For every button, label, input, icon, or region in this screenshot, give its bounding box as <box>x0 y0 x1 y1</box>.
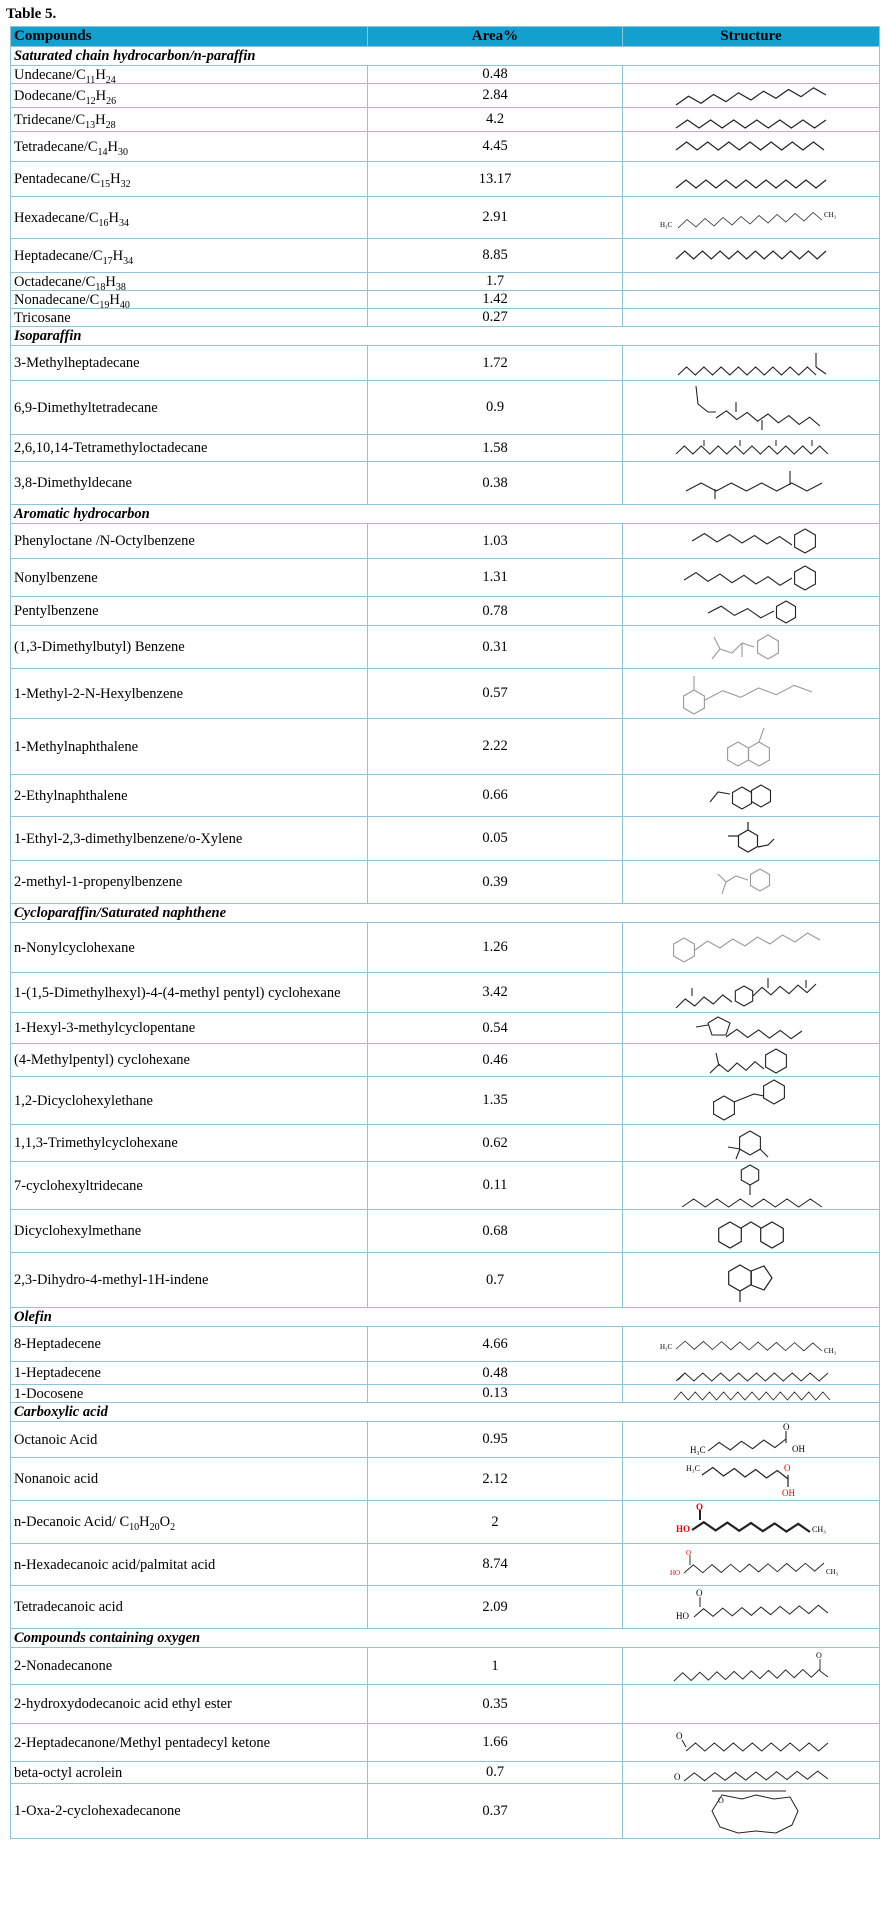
table-row <box>11 84 880 108</box>
structure-cell <box>623 559 880 597</box>
area-value: 0.57 <box>368 669 623 719</box>
table-row <box>11 1648 880 1685</box>
category-row <box>11 327 880 346</box>
area-value: 0.66 <box>368 775 623 817</box>
structure-cell <box>623 1162 880 1210</box>
table-row <box>11 291 880 309</box>
structure-cell <box>623 309 880 327</box>
compound-name: n-Decanoic Acid/ $C_{10}H_{20}O_2$ <box>11 1501 368 1544</box>
structure-drawing <box>656 1502 846 1542</box>
table-row <box>11 1125 880 1162</box>
atom-label: H₃C <box>660 1343 673 1351</box>
structure-drawing <box>656 347 846 379</box>
compound-name: n-Nonylcyclohexane <box>11 923 368 973</box>
category-label: Cycloparaffin/Saturated naphthene <box>11 904 880 923</box>
compound-name: 2-hydroxydodecanoic acid ethyl ester <box>11 1685 368 1724</box>
atom-label: O <box>676 1730 683 1741</box>
header-compounds: Compounds <box>11 27 368 47</box>
category-label: Aromatic hydrocarbon <box>11 505 880 524</box>
structure-drawing <box>656 1329 846 1359</box>
atom-label: O <box>696 1588 703 1598</box>
structure-cell <box>623 1544 880 1586</box>
table-row <box>11 1013 880 1044</box>
structure-drawing <box>656 974 846 1012</box>
structure-cell <box>623 524 880 559</box>
structure-drawing <box>656 436 846 460</box>
table-row <box>11 108 880 132</box>
area-value: 1.03 <box>368 524 623 559</box>
area-value: 0.05 <box>368 817 623 861</box>
table-row <box>11 197 880 239</box>
area-value: 0.11 <box>368 1162 623 1210</box>
structure-drawing <box>656 1649 846 1683</box>
structure-drawing <box>656 1587 846 1627</box>
compound-name: 3,8-Dimethyldecane <box>11 462 368 505</box>
area-value: 8.74 <box>368 1544 623 1586</box>
structure-drawing <box>656 1125 846 1161</box>
category-row <box>11 1403 880 1422</box>
area-value: 8.85 <box>368 239 623 273</box>
structure-cell <box>623 817 880 861</box>
category-label: Carboxylic acid <box>11 1403 880 1422</box>
compound-name: Heptadecane/$C_{17}H_{34}$ <box>11 239 368 273</box>
structure-drawing <box>656 85 846 107</box>
area-value: 0.48 <box>368 1362 623 1385</box>
area-value: 1.58 <box>368 435 623 462</box>
atom-label: HO <box>670 1568 681 1577</box>
compound-name: Tetradecane/$C_{14}H_{30}$ <box>11 132 368 162</box>
table-row <box>11 626 880 669</box>
atom-label: O <box>674 1771 681 1782</box>
compound-name: beta-octyl acrolein <box>11 1762 368 1784</box>
structure-drawing <box>656 1211 846 1251</box>
category-row <box>11 505 880 524</box>
compounds-table <box>10 26 880 1839</box>
structure-cell <box>623 1501 880 1544</box>
table-row <box>11 559 880 597</box>
table-row <box>11 817 880 861</box>
compound-name: 1,1,3-Trimethylcyclohexane <box>11 1125 368 1162</box>
area-value: 2.12 <box>368 1458 623 1501</box>
area-value: 1.66 <box>368 1724 623 1762</box>
structure-drawing <box>656 1785 846 1837</box>
area-value: 2 <box>368 1501 623 1544</box>
table-row <box>11 669 880 719</box>
table-row <box>11 923 880 973</box>
structure-drawing <box>656 776 846 816</box>
structure-drawing <box>656 560 846 596</box>
structure-cell <box>623 719 880 775</box>
category-label: Compounds containing oxygen <box>11 1629 880 1648</box>
compound-name: Tricosane <box>11 309 368 327</box>
compound-name: 3-Methylheptadecane <box>11 346 368 381</box>
structure-drawing <box>656 1078 846 1124</box>
structure-cell <box>623 597 880 626</box>
compound-name: Undecane/$C_{11}H_{24}$ <box>11 66 368 84</box>
compound-name: 1-Methyl-2-N-Hexylbenzene <box>11 669 368 719</box>
compound-name: Octanoic Acid <box>11 1422 368 1458</box>
table-row <box>11 973 880 1013</box>
category-row <box>11 1629 880 1648</box>
structure-cell <box>623 1327 880 1362</box>
compound-name: 6,9-Dimethyltetradecane <box>11 381 368 435</box>
area-value: 4.2 <box>368 108 623 132</box>
compound-name: 2-Heptadecanone/Methyl pentadecyl ketone <box>11 1724 368 1762</box>
table-row <box>11 309 880 327</box>
compound-name: 2-methyl-1-propenylbenzene <box>11 861 368 904</box>
table-row <box>11 1044 880 1077</box>
compound-name: 1-(1,5-Dimethylhexyl)-4-(4-methyl pentyl) cyclohexane <box>11 973 368 1013</box>
compound-name: 2-Ethylnaphthalene <box>11 775 368 817</box>
table-row <box>11 462 880 505</box>
atom-label: CH₃ <box>826 1567 839 1576</box>
structure-cell <box>623 1724 880 1762</box>
atom-label: OH <box>792 1443 805 1454</box>
atom-label: O <box>816 1651 822 1660</box>
structure-drawing <box>656 463 846 503</box>
structure-cell <box>623 162 880 197</box>
structure-cell <box>623 861 880 904</box>
structure-drawing <box>656 1254 846 1306</box>
table-row <box>11 346 880 381</box>
table-row <box>11 1327 880 1362</box>
table-row <box>11 381 880 435</box>
compound-name: 1,2-Dicyclohexylethane <box>11 1077 368 1125</box>
table-row <box>11 1253 880 1308</box>
table-row <box>11 1586 880 1629</box>
table-row <box>11 162 880 197</box>
atom-label: O <box>783 1422 790 1432</box>
structure-drawing <box>656 670 846 718</box>
structure-cell <box>623 381 880 435</box>
atom-label: H₃C <box>686 1464 700 1473</box>
area-value: 0.7 <box>368 1762 623 1784</box>
compound-name: 1-Oxa-2-cyclohexadecanone <box>11 1784 368 1839</box>
header-area: Area% <box>368 27 623 47</box>
structure-drawing <box>656 134 846 160</box>
compound-name: 1-Hexyl-3-methylcyclopentane <box>11 1013 368 1044</box>
structure-cell <box>623 108 880 132</box>
area-value: 0.31 <box>368 626 623 669</box>
area-value: 0.7 <box>368 1253 623 1308</box>
structure-cell <box>623 1586 880 1629</box>
area-value: 0.9 <box>368 381 623 435</box>
table-row <box>11 597 880 626</box>
area-value: 0.62 <box>368 1125 623 1162</box>
structure-cell <box>623 291 880 309</box>
structure-cell <box>623 273 880 291</box>
table-row <box>11 1422 880 1458</box>
structure-cell <box>623 197 880 239</box>
structure-drawing <box>656 862 846 902</box>
structure-drawing <box>656 109 846 131</box>
structure-cell <box>623 462 880 505</box>
structure-cell <box>623 1362 880 1385</box>
compound-name: 2-Nonadecanone <box>11 1648 368 1685</box>
structure-drawing <box>656 597 846 625</box>
structure-cell <box>623 1125 880 1162</box>
structure-drawing <box>656 1725 846 1761</box>
compound-name: Octadecane/$C_{18}H_{38}$ <box>11 273 368 291</box>
table-row <box>11 1501 880 1544</box>
structure-drawing <box>656 720 846 774</box>
area-value: 1.31 <box>368 559 623 597</box>
compound-name: 2,6,10,14-Tetramethyloctadecane <box>11 435 368 462</box>
structure-drawing <box>656 924 846 972</box>
structure-drawing <box>656 1459 846 1499</box>
table-row <box>11 524 880 559</box>
structure-cell <box>623 435 880 462</box>
area-value: 4.66 <box>368 1327 623 1362</box>
area-value: 4.45 <box>368 132 623 162</box>
table-row <box>11 132 880 162</box>
compound-name: Nonadecane/$C_{19}H_{40}$ <box>11 291 368 309</box>
table-row <box>11 1724 880 1762</box>
structure-cell <box>623 1784 880 1839</box>
area-value: 0.37 <box>368 1784 623 1839</box>
atom-label: O <box>696 1502 704 1512</box>
area-value: 2.09 <box>368 1586 623 1629</box>
area-value: 0.54 <box>368 1013 623 1044</box>
structure-drawing <box>656 243 846 269</box>
area-value: 2.22 <box>368 719 623 775</box>
structure-cell <box>623 66 880 84</box>
compound-name: Hexadecane/$C_{16}H_{34}$ <box>11 197 368 239</box>
compound-name: 1-Methylnaphthalene <box>11 719 368 775</box>
structure-drawing <box>656 1386 846 1402</box>
category-row <box>11 904 880 923</box>
compound-name: 1-Ethyl-2,3-dimethylbenzene/o-Xylene <box>11 817 368 861</box>
structure-cell <box>623 1422 880 1458</box>
category-row <box>11 1308 880 1327</box>
structure-cell <box>623 346 880 381</box>
area-value: 0.68 <box>368 1210 623 1253</box>
compound-name: n-Hexadecanoic acid/palmitat acid <box>11 1544 368 1586</box>
compound-name: Nonanoic acid <box>11 1458 368 1501</box>
structure-drawing <box>656 1163 846 1209</box>
table-row <box>11 435 880 462</box>
area-value: 1 <box>368 1648 623 1685</box>
table-row <box>11 239 880 273</box>
category-label: Olefin <box>11 1308 880 1327</box>
structure-drawing <box>656 1545 846 1585</box>
table-row <box>11 66 880 84</box>
structure-cell <box>623 1762 880 1784</box>
category-row <box>11 47 880 66</box>
area-value: 2.91 <box>368 197 623 239</box>
compound-name: Phenyloctane /N-Octylbenzene <box>11 524 368 559</box>
structure-drawing <box>656 166 846 192</box>
area-value: 0.95 <box>368 1422 623 1458</box>
table-row <box>11 719 880 775</box>
compound-name: 7-cyclohexyltridecane <box>11 1162 368 1210</box>
structure-drawing <box>656 203 846 233</box>
compound-name: 2,3-Dihydro-4-methyl-1H-indene <box>11 1253 368 1308</box>
atom-label: H₃C <box>660 220 673 229</box>
structure-drawing <box>656 1045 846 1075</box>
structure-cell <box>623 626 880 669</box>
structure-cell <box>623 1210 880 1253</box>
table-caption: Table 5. <box>6 6 57 22</box>
structure-cell <box>623 1458 880 1501</box>
table-row <box>11 1544 880 1586</box>
atom-label: HO <box>676 1524 691 1534</box>
compound-name: 1-Docosene <box>11 1385 368 1403</box>
header-structure: Structure <box>623 27 880 47</box>
area-value: 1.7 <box>368 273 623 291</box>
compound-name: Pentylbenzene <box>11 597 368 626</box>
atom-label: CH₃ <box>824 210 837 219</box>
area-value: 13.17 <box>368 162 623 197</box>
compound-name: Tridecane/$C_{13}H_{28}$ <box>11 108 368 132</box>
area-value: 0.48 <box>368 66 623 84</box>
structure-drawing <box>656 525 846 557</box>
structure-cell <box>623 669 880 719</box>
header-row <box>11 27 880 47</box>
table-row <box>11 1162 880 1210</box>
compound-name: 1-Heptadecene <box>11 1362 368 1385</box>
table-row <box>11 861 880 904</box>
area-value: 3.42 <box>368 973 623 1013</box>
area-value: 1.26 <box>368 923 623 973</box>
structure-drawing <box>656 382 846 434</box>
table-row <box>11 1210 880 1253</box>
category-label: Isoparaffin <box>11 327 880 346</box>
structure-cell <box>623 1648 880 1685</box>
structure-cell <box>623 923 880 973</box>
category-label: Saturated chain hydrocarbon/n-paraffin <box>11 47 880 66</box>
area-value: 2.84 <box>368 84 623 108</box>
structure-cell <box>623 84 880 108</box>
structure-cell <box>623 1077 880 1125</box>
compound-name: (4-Methylpentyl) cyclohexane <box>11 1044 368 1077</box>
structure-cell <box>623 1013 880 1044</box>
atom-label: H₃C <box>690 1444 706 1455</box>
table-row <box>11 1385 880 1403</box>
structure-cell <box>623 239 880 273</box>
table-row <box>11 1077 880 1125</box>
structure-drawing <box>656 1423 846 1457</box>
structure-drawing <box>656 1763 846 1783</box>
table-row <box>11 1458 880 1501</box>
compound-name: Pentadecane/$C_{15}H_{32}$ <box>11 162 368 197</box>
area-value: 0.38 <box>368 462 623 505</box>
area-value: 0.35 <box>368 1685 623 1724</box>
structure-cell <box>623 775 880 817</box>
atom-label: O <box>718 1796 724 1805</box>
table-row <box>11 273 880 291</box>
area-value: 1.42 <box>368 291 623 309</box>
compound-name: Dodecane/$C_{12}H_{26}$ <box>11 84 368 108</box>
area-value: 1.35 <box>368 1077 623 1125</box>
compound-name: Tetradecanoic acid <box>11 1586 368 1629</box>
compound-name: Dicyclohexylmethane <box>11 1210 368 1253</box>
area-value: 0.13 <box>368 1385 623 1403</box>
structure-cell <box>623 1253 880 1308</box>
area-value: 0.78 <box>368 597 623 626</box>
compound-name: (1,3-Dimethylbutyl) Benzene <box>11 626 368 669</box>
atom-label: CH₃ <box>812 1525 826 1534</box>
atom-label: CH₃ <box>824 1347 837 1355</box>
atom-label: HO <box>676 1611 689 1621</box>
atom-label: OH <box>782 1488 795 1498</box>
table-row <box>11 1685 880 1724</box>
compound-name: 8-Heptadecene <box>11 1327 368 1362</box>
atom-label: O <box>784 1463 791 1473</box>
area-value: 1.72 <box>368 346 623 381</box>
structure-drawing <box>656 627 846 667</box>
structure-cell <box>623 1044 880 1077</box>
structure-cell <box>623 973 880 1013</box>
structure-cell <box>623 132 880 162</box>
compound-name: Nonylbenzene <box>11 559 368 597</box>
atom-label: O <box>686 1548 692 1557</box>
structure-cell <box>623 1385 880 1403</box>
table-row <box>11 1362 880 1385</box>
area-value: 0.39 <box>368 861 623 904</box>
structure-drawing <box>656 1363 846 1383</box>
table-row <box>11 1784 880 1839</box>
table-row <box>11 775 880 817</box>
table-row <box>11 1762 880 1784</box>
structure-drawing <box>656 1013 846 1043</box>
structure-cell <box>623 1685 880 1724</box>
area-value: 0.27 <box>368 309 623 327</box>
structure-drawing <box>656 819 846 859</box>
area-value: 0.46 <box>368 1044 623 1077</box>
